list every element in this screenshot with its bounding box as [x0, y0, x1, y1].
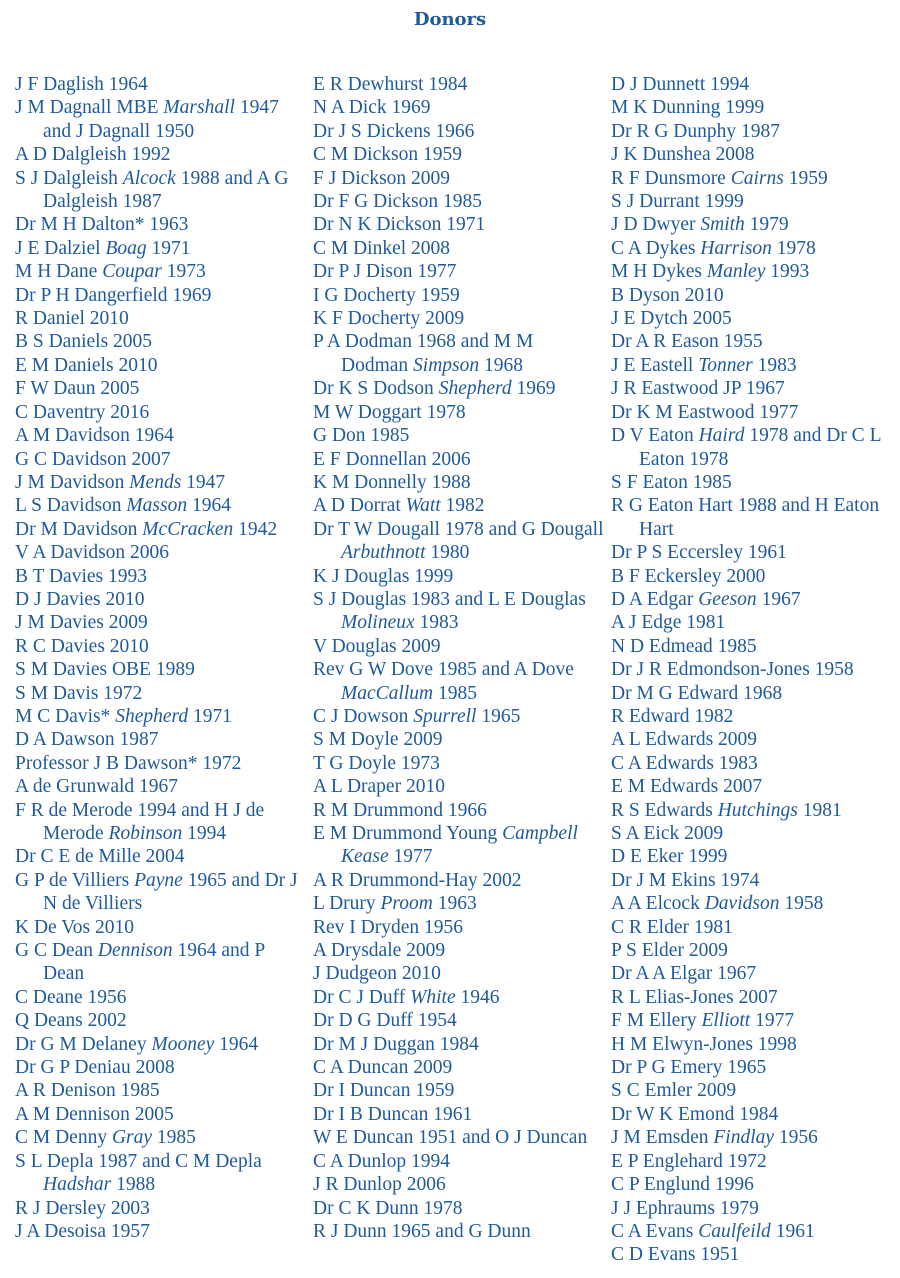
donor-entry: Dr J R Edmondson-Jones 1958 — [611, 659, 854, 681]
donor-entry: Dr N K Dickson 1971 — [313, 214, 486, 236]
donor-entry: R F Dunsmore Cairns 1959 — [611, 167, 828, 189]
donor-entry: D E Eker 1999 — [611, 846, 728, 868]
donor-entry: Dr C K Dunn 1978 — [313, 1197, 463, 1219]
donor-entry: M K Dunning 1999 — [611, 97, 765, 119]
donor-entry: Dr C E de Mille 2004 — [15, 846, 185, 868]
donor-entry: S M Davis 1972 — [15, 682, 143, 704]
donor-entry: S F Eaton 1985 — [611, 471, 732, 493]
donor-entry: A de Grunwald 1967 — [15, 776, 179, 798]
donor-entry: Dr K S Dodson Shepherd 1969 — [313, 378, 556, 400]
donor-entry: C A Evans Caulfeild 1961 — [611, 1220, 815, 1242]
donor-entry: Dr P G Emery 1965 — [611, 1057, 767, 1079]
donor-entry: C A Dykes Harrison 1978 — [611, 237, 816, 259]
donor-entry: A D Dalgleish 1992 — [15, 144, 171, 166]
donor-entry: F J Dickson 2009 — [313, 167, 451, 189]
donor-entry: G Don 1985 — [313, 425, 410, 447]
donor-entry: Dr J M Ekins 1974 — [611, 869, 760, 891]
donor-entry: J M Davies 2009 — [15, 612, 148, 634]
donor-entry: S C Emler 2009 — [611, 1080, 737, 1102]
donor-entry: Rev I Dryden 1956 — [313, 916, 464, 938]
donor-entry: E M Drummond Young Campbell Kease 1977 — [313, 823, 578, 868]
donor-entry: F W Daun 2005 — [15, 378, 140, 400]
donor-entry: W E Duncan 1951 and O J Duncan — [313, 1127, 588, 1149]
donor-entry: C Daventry 2016 — [15, 401, 150, 423]
donor-entry: Dr I Duncan 1959 — [313, 1080, 455, 1102]
donor-entry: Dr W K Emond 1984 — [611, 1103, 779, 1125]
donor-entry: Dr F G Dickson 1985 — [313, 191, 482, 213]
donor-column-3 — [611, 73, 900, 1267]
donor-entry: A R Drummond-Hay 2002 — [313, 869, 522, 891]
donor-entry: C A Duncan 2009 — [313, 1057, 453, 1079]
donor-entry: R J Dersley 2003 — [15, 1197, 150, 1219]
donor-entry: Dr A R Eason 1955 — [611, 331, 763, 353]
donor-entry: E R Dewhurst 1984 — [313, 74, 468, 95]
donor-entry: J J Ephraums 1979 — [611, 1197, 759, 1219]
donor-entry: A M Davidson 1964 — [15, 425, 174, 447]
donor-entry: A L Edwards 2009 — [611, 729, 758, 751]
donor-entry: D A Dawson 1987 — [15, 729, 159, 751]
donor-entry: C A Dunlop 1994 — [313, 1150, 451, 1172]
donor-entry: S M Doyle 2009 — [313, 729, 443, 751]
donor-entry: A D Dorrat Watt 1982 — [313, 495, 485, 517]
donor-entry: Dr M Davidson McCracken 1942 — [15, 518, 278, 540]
donor-entry: G C Davidson 2007 — [15, 448, 171, 470]
donor-entry: R L Elias-Jones 2007 — [611, 986, 778, 1008]
donor-entry: N A Dick 1969 — [313, 97, 431, 119]
donor-entry: Rev G W Dove 1985 and A Dove MacCallum 1985 — [313, 659, 574, 704]
donor-entry: M C Davis* Shepherd 1971 — [15, 705, 233, 727]
donor-entry: Dr T W Dougall 1978 and G Dougall Arbuthnott 1980 — [313, 518, 604, 564]
donor-entry: G C Dean Dennison 1964 and P Dean — [15, 940, 265, 985]
donor-column-2 — [313, 73, 605, 1243]
donor-entry: Dr J S Dickens 1966 — [313, 120, 475, 142]
donor-entry: A M Dennison 2005 — [15, 1103, 174, 1125]
donor-entry: C D Evans 1951 — [611, 1244, 740, 1266]
donor-entry: Dr M J Duggan 1984 — [313, 1033, 479, 1055]
donor-entry: Dr P J Dison 1977 — [313, 261, 457, 283]
donor-entry: J A Desoisa 1957 — [15, 1220, 150, 1242]
donor-entry: Dr R G Dunphy 1987 — [611, 120, 780, 142]
donor-entry: C M Dinkel 2008 — [313, 237, 451, 259]
donor-entry: N D Edmead 1985 — [611, 635, 757, 657]
donor-entry: G P de Villiers Payne 1965 and Dr J N de Villiers — [15, 869, 298, 915]
donor-entry: R Edward 1982 — [611, 705, 734, 727]
donor-entry: Dr D G Duff 1954 — [313, 1010, 457, 1032]
donor-entry: R S Edwards Hutchings 1981 — [611, 799, 842, 821]
donor-entry: J M Emsden Findlay 1956 — [611, 1127, 818, 1149]
donor-entry: C M Dickson 1959 — [313, 144, 462, 166]
donor-entry: Dr G M Delaney Mooney 1964 — [15, 1033, 259, 1055]
donor-entry: V A Davidson 2006 — [15, 542, 170, 564]
donor-entry: D V Eaton Haird 1978 and Dr C L Eaton 1978 — [611, 425, 881, 470]
donor-entry: C R Elder 1981 — [611, 916, 733, 938]
donor-entry: R J Dunn 1965 and G Dunn — [313, 1220, 531, 1242]
donor-entry: K F Docherty 2009 — [313, 308, 465, 330]
donor-entry: B Dyson 2010 — [611, 284, 724, 306]
donor-entry: B T Davies 1993 — [15, 565, 147, 587]
donor-entry: Dr P H Dangerfield 1969 — [15, 284, 212, 306]
donor-entry: C J Dowson Spurrell 1965 — [313, 705, 521, 727]
donor-entry: S J Dalgleish Alcock 1988 and A G Dalgleish 1987 — [15, 167, 289, 213]
donor-entry: S L Depla 1987 and C M Depla Hadshar 1988 — [15, 1150, 262, 1196]
donor-entry: S A Eick 2009 — [611, 823, 724, 844]
donor-entry: P A Dodman 1968 and M M Dodman Simpson 1968 — [313, 331, 534, 376]
page-title: Donors — [413, 9, 487, 30]
donor-entry: J Dudgeon 2010 — [313, 963, 441, 985]
donor-entry: J M Dagnall MBE Marshall 1947 and J Dagnall 1950 — [15, 97, 279, 142]
donor-entry: L S Davidson Masson 1964 — [15, 495, 231, 517]
donor-entry: S M Davies OBE 1989 — [15, 659, 195, 681]
donor-entry: J R Eastwood JP 1967 — [611, 378, 785, 400]
donor-entry: Dr K M Eastwood 1977 — [611, 401, 799, 423]
donor-entry: L Drury Proom 1963 — [313, 893, 477, 915]
donor-entry: Q Deans 2002 — [15, 1010, 127, 1032]
donor-entry: A A Elcock Davidson 1958 — [611, 893, 824, 915]
donor-entry: R C Davies 2010 — [15, 635, 149, 657]
donor-entry: J E Dalziel Boag 1971 — [15, 237, 191, 259]
donor-entry: Dr G P Deniau 2008 — [15, 1057, 175, 1079]
donor-entry: J D Dwyer Smith 1979 — [611, 214, 789, 236]
donor-entry: R Daniel 2010 — [15, 308, 129, 330]
donor-entry: J M Davidson Mends 1947 — [15, 471, 226, 493]
donor-entry: F M Ellery Elliott 1977 — [611, 1010, 795, 1032]
donor-entry: T G Doyle 1973 — [313, 752, 440, 774]
donor-entry: Dr C J Duff White 1946 — [313, 986, 500, 1008]
donor-entry: D J Davies 2010 — [15, 588, 145, 610]
donor-entry: J K Dunshea 2008 — [611, 144, 755, 166]
donor-entry: J F Daglish 1964 — [15, 74, 148, 95]
donor-entry: Dr A A Elgar 1967 — [611, 963, 757, 985]
donor-entry: Dr I B Duncan 1961 — [313, 1103, 473, 1125]
donor-entry: M H Dykes Manley 1993 — [611, 261, 810, 283]
donor-entry: B S Daniels 2005 — [15, 331, 153, 353]
donor-entry: Professor J B Dawson* 1972 — [15, 752, 242, 774]
donor-entry: D J Dunnett 1994 — [611, 74, 750, 95]
donor-entry: B F Eckersley 2000 — [611, 565, 766, 587]
donor-entry: S J Durrant 1999 — [611, 191, 744, 213]
donor-entry: F R de Merode 1994 and H J de Merode Robinson 1994 — [15, 799, 265, 844]
donor-entry: I G Docherty 1959 — [313, 284, 460, 306]
donor-entry: C P Englund 1996 — [611, 1174, 754, 1196]
donor-entry: E F Donnellan 2006 — [313, 448, 471, 470]
donor-entry: C Deane 1956 — [15, 986, 127, 1008]
donor-entry: J R Dunlop 2006 — [313, 1174, 446, 1196]
donor-entry: K M Donnelly 1988 — [313, 471, 471, 493]
donor-entry: C M Denny Gray 1985 — [15, 1127, 196, 1149]
donor-entry: V Douglas 2009 — [313, 635, 441, 657]
donor-entry: M W Doggart 1978 — [313, 401, 466, 423]
donor-entry: A R Denison 1985 — [15, 1080, 160, 1102]
donor-entry: P S Elder 2009 — [611, 940, 728, 962]
donor-entry: Dr M G Edward 1968 — [611, 682, 783, 704]
donor-entry: E M Daniels 2010 — [15, 354, 158, 376]
donor-entry: K J Douglas 1999 — [313, 565, 454, 587]
donor-entry: Dr M H Dalton* 1963 — [15, 214, 189, 236]
donor-entry: A Drysdale 2009 — [313, 940, 446, 962]
donor-entry: J E Dytch 2005 — [611, 308, 732, 330]
donor-entry: R M Drummond 1966 — [313, 799, 487, 821]
donor-entry: H M Elwyn-Jones 1998 — [611, 1033, 797, 1055]
donor-entry: E M Edwards 2007 — [611, 776, 763, 798]
donor-entry: A J Edge 1981 — [611, 612, 726, 634]
donor-entry: M H Dane Coupar 1973 — [15, 261, 206, 283]
donor-entry: R G Eaton Hart 1988 and H Eaton Hart — [611, 495, 880, 540]
donor-entry: E P Englehard 1972 — [611, 1150, 767, 1172]
donor-entry: C A Edwards 1983 — [611, 752, 758, 774]
donor-entry: Dr P S Eccersley 1961 — [611, 542, 787, 564]
donor-entry: A L Draper 2010 — [313, 776, 445, 798]
donor-entry: D A Edgar Geeson 1967 — [611, 588, 801, 610]
donor-column-1 — [15, 73, 307, 1243]
donor-entry: K De Vos 2010 — [15, 916, 134, 938]
donor-entry: S J Douglas 1983 and L E Douglas Molineux 1983 — [313, 588, 586, 634]
donor-entry: J E Eastell Tonner 1983 — [611, 354, 797, 376]
